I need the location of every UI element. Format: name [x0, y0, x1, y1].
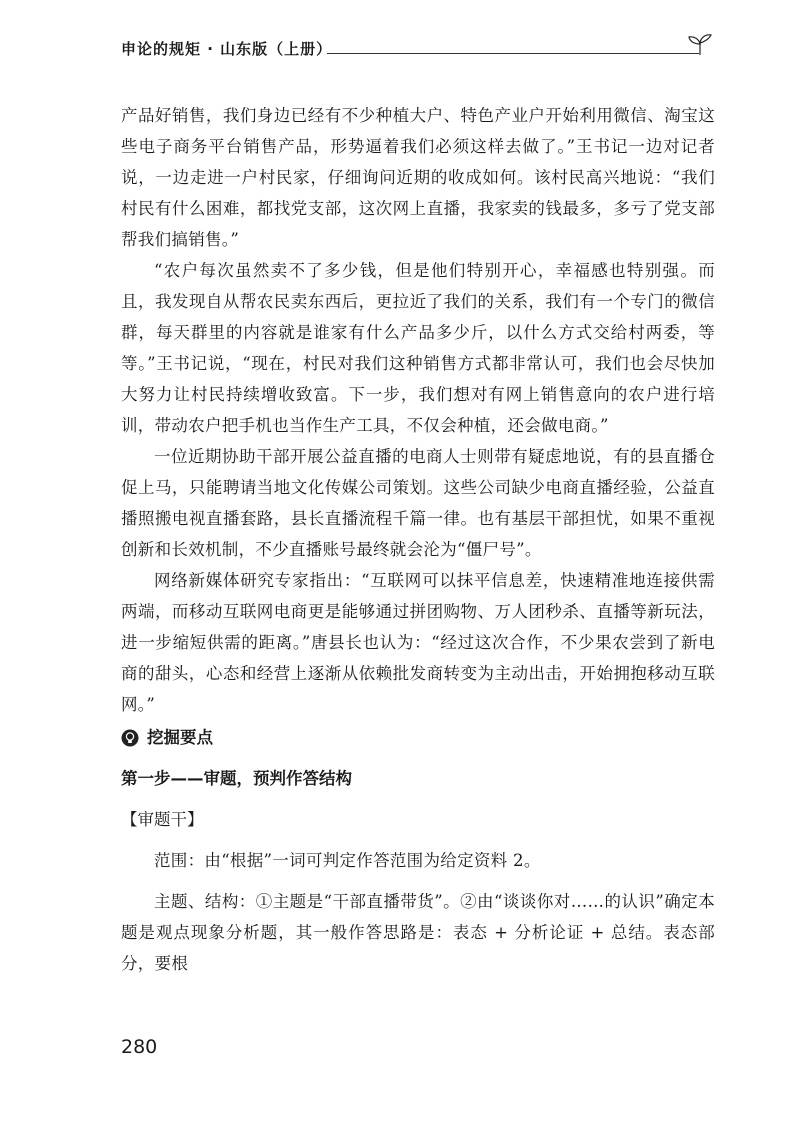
paragraph-4: 网络新媒体研究专家指出：“互联网可以抹平信息差，快速精准地连接供需两端，而移动互联网电商更是能够通过拼团购物、万人团秒杀、直播等新玩法，进一步缩短供需的距离。”唐县长也认为：“经过这次合作，不少果农尝到了新电商的甜头，心态和经营上逐渐从依赖批发商转变为主动出击，开始拥抱移动互联网。”: [121, 571, 715, 714]
lightbulb-icon: [121, 729, 139, 747]
page-number: 280: [121, 1036, 158, 1058]
scope-paragraph: 范围：由“根据”一词可判定作答范围为给定资料 2。: [154, 851, 541, 870]
sprout-icon: [687, 34, 713, 56]
section-heading: [121, 722, 715, 753]
step-heading: 第一步——审题，预判作答结构: [121, 769, 352, 788]
book-title: 申论的规矩 · 山东版（上册）: [121, 40, 333, 58]
theme-paragraph: 主题、结构：①主题是“干部直播带货”。②由“谈谈你对……的认识”确定本题是观点现象分析题，其一般作答思路是：表态 + 分析论证 + 总结。表态部分，要根: [121, 892, 715, 973]
running-header: [121, 34, 711, 60]
paragraph-1: 产品好销售，我们身边已经有不少种植大户、特色产业户开始利用微信、淘宝这些电子商务平台销售产品，形势逼着我们必须这样去做了。”王书记一边对记者说，一边走进一户村民家，仔细询问近期的收成如何。该村民高兴地说：“我们村民有什么困难，都找党支部，这次网上直播，我家卖的钱最多，多亏了党支部帮我们搞销售。”: [121, 106, 715, 249]
page-body: [121, 100, 715, 979]
header-rule: [327, 53, 699, 54]
paragraph-3: 一位近期协助干部开展公益直播的电商人士则带有疑虑地说，有的县直播仓促上马，只能聘请当地文化传媒公司策划。这些公司缺少电商直播经验，公益直播照搬电视直播套路，县长直播流程千篇一律。也有基层干部担忧，如果不重视创新和长效机制，不少直播账号最终就会沦为“僵尸号”。: [121, 447, 715, 559]
section-heading-label: 挖掘要点: [147, 728, 213, 747]
bracket-heading: 【审题干】: [121, 810, 204, 829]
paragraph-2: “农户每次虽然卖不了多少钱，但是他们特别开心，幸福感也特别强。而且，我发现自从帮农民卖东西后，更拉近了我们的关系，我们有一个专门的微信群，每天群里的内容就是谁家有什么产品多少斤，以什么方式交给村两委，等等。”王书记说，“现在，村民对我们这种销售方式都非常认可，我们也会尽快加大努力让村民持续增收致富。下一步，我们想对有网上销售意向的农户进行培训，带动农户把手机也当作生产工具，不仅会种植，还会做电商。”: [121, 261, 715, 435]
